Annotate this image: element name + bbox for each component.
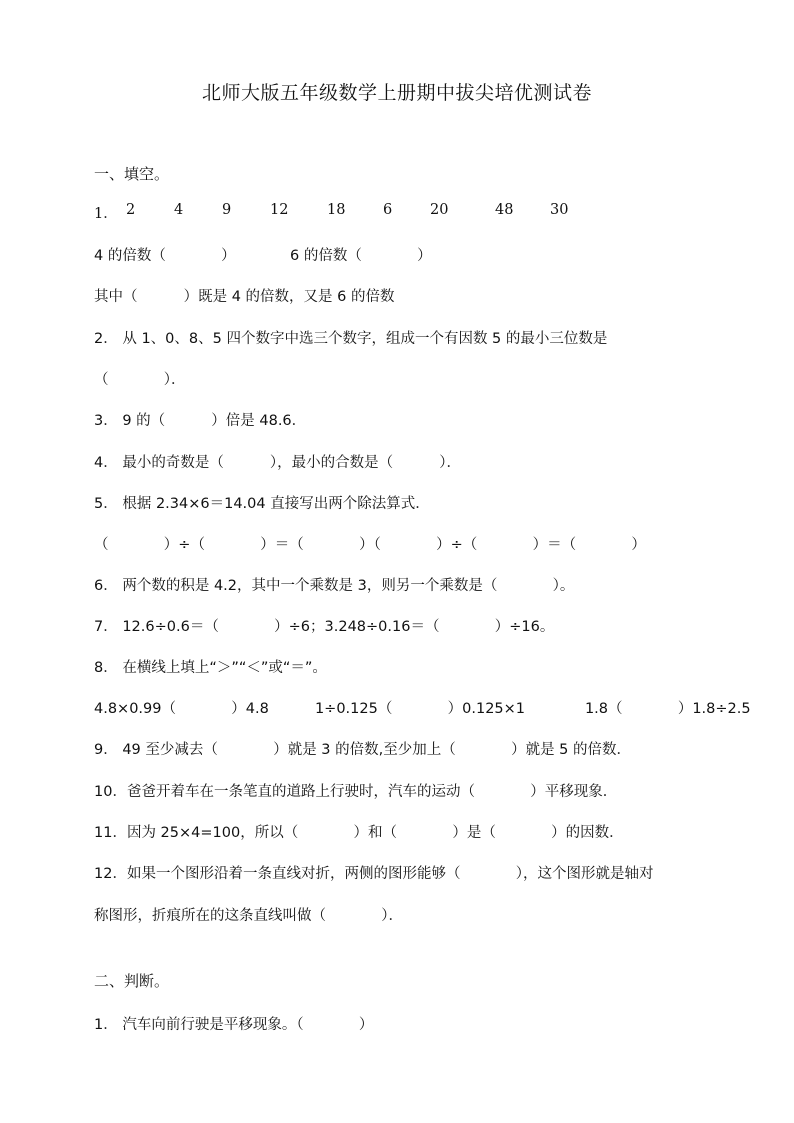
q9-text: 9． 49 至少减去（ ）就是 3 的倍数,至少加上（ ）就是 5 的倍数． xyxy=(94,742,632,758)
q1-number: 12 xyxy=(270,202,289,218)
q7-text: 7． 12.6÷0.6＝（ ）÷6；3.248÷0.16＝（ ）÷16。 xyxy=(94,619,555,635)
q12-text: 12．如果一个图形沿着一条直线对折，两侧的图形能够（ ），这个图形就是轴对 xyxy=(94,866,654,882)
q6-text: 6． 两个数的积是 4.2，其中一个乘数是 3，则另一个乘数是（ ）。 xyxy=(94,578,575,594)
q8-text: 8． 在横线上填上“＞”“＜”或“＝”。 xyxy=(94,660,327,676)
q2-text: 2． 从 1、0、8、5 四个数字中选三个数字，组成一个有因数 5 的最小三位数是 xyxy=(94,331,608,347)
q1-number: 18 xyxy=(327,202,346,218)
q5-text: 5． 根据 2.34×6＝14.04 直接写出两个除法算式． xyxy=(94,496,430,512)
q1-number: 30 xyxy=(550,202,569,218)
section-true-false-heading: 二、判断。 xyxy=(94,972,170,990)
q11-text: 11．因为 25×4=100，所以（ ）和（ ）是（ ）的因数． xyxy=(94,825,624,841)
q5-division-blanks: （ ）÷（ ）＝（ ）（ ）÷（ ）＝（ ） xyxy=(94,537,646,553)
q4-text: 4． 最小的奇数是（ ），最小的合数是（ ）． xyxy=(94,455,462,471)
q8-comparisons: 4.8×0.99（ ）4.8 1÷0.125（ ）0.125×1 1.8（ ）1.8÷2.5 xyxy=(94,701,751,717)
judge-q1-text: 1． 汽车向前行驶是平移现象。（ ） xyxy=(94,1017,374,1033)
q1-number: 2 xyxy=(126,202,136,218)
q12-text-continued: 称图形，折痕所在的这条直线叫做（ ）． xyxy=(94,908,404,924)
q2-answer-blank: （ ）． xyxy=(94,372,186,388)
q1-multiples-of-4: 4 的倍数（ ） xyxy=(94,248,236,264)
q1-number: 9 xyxy=(222,202,232,218)
q1-number: 48 xyxy=(495,202,514,218)
q1-multiples-of-6: 6 的倍数（ ） xyxy=(290,248,432,264)
q3-text: 3． 9 的（ ）倍是 48.6． xyxy=(94,413,307,429)
q1-number: 20 xyxy=(430,202,449,218)
q1-label: 1． xyxy=(94,206,118,222)
q1-common-multiples: 其中（ ）既是 4 的倍数，又是 6 的倍数 xyxy=(94,289,395,305)
q1-number: 4 xyxy=(174,202,184,218)
q1-number: 6 xyxy=(383,202,393,218)
page-title: 北师大版五年级数学上册期中拔尖培优测试卷 xyxy=(201,82,592,104)
section-fill-in-heading: 一、填空。 xyxy=(94,165,170,183)
q10-text: 10．爸爸开着车在一条笔直的道路上行驶时，汽车的运动（ ）平移现象． xyxy=(94,784,618,800)
